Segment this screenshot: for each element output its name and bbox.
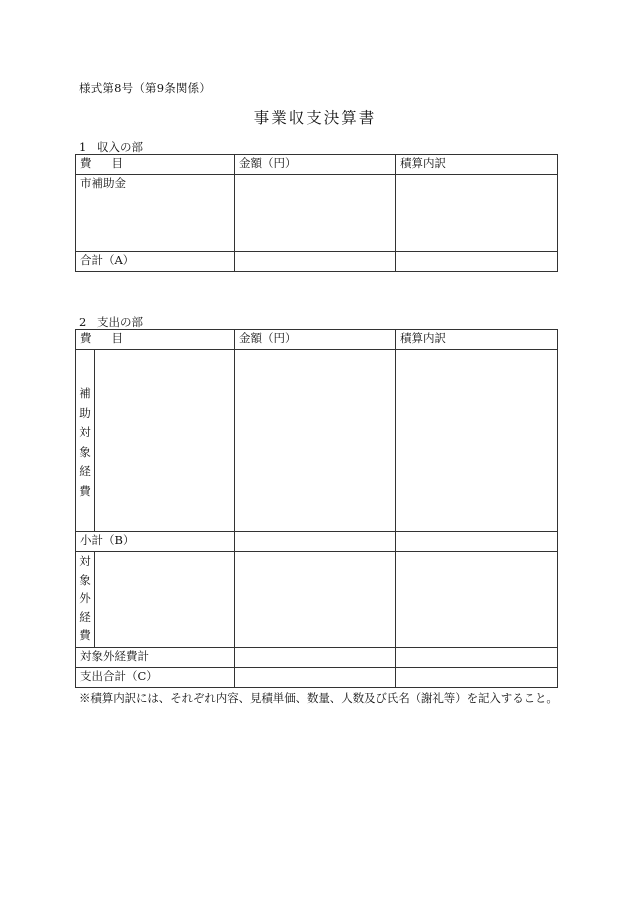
income-header-amount: 金額（円） bbox=[235, 155, 396, 175]
expense-section-number: 2 bbox=[79, 315, 87, 329]
non-target-char: 費 bbox=[79, 628, 91, 642]
breakdown-note: ※積算内訳には、それぞれ内容、見積単価、数量、人数及び氏名（謝礼等）を記入すること。 bbox=[79, 691, 558, 705]
non-target-item-cell[interactable] bbox=[95, 552, 235, 648]
expense-table bbox=[75, 329, 558, 688]
subsidy-target-char: 助 bbox=[79, 405, 91, 420]
subsidy-target-char: 経 bbox=[79, 464, 91, 478]
form-number: 様式第8号（第9条関係） bbox=[79, 81, 212, 95]
income-header-breakdown: 積算内訳 bbox=[396, 155, 558, 175]
income-row-item: 市補助金 bbox=[76, 175, 235, 252]
non-target-total-amount-cell[interactable] bbox=[235, 648, 396, 668]
subtotal-label: 小計（B） bbox=[76, 532, 235, 552]
subsidy-target-char: 補 bbox=[79, 386, 91, 400]
income-total-breakdown-cell[interactable] bbox=[396, 252, 558, 272]
non-target-char: 経 bbox=[79, 609, 91, 624]
non-target-char: 象 bbox=[79, 572, 91, 587]
subsidy-target-label bbox=[76, 350, 95, 532]
income-total-amount-cell[interactable] bbox=[235, 252, 396, 272]
expense-header-amount: 金額（円） bbox=[235, 330, 396, 350]
expense-header-item-b: 目 bbox=[111, 331, 123, 345]
income-section-heading bbox=[79, 139, 143, 155]
expense-total-amount-cell[interactable] bbox=[235, 668, 396, 688]
non-target-total-label: 対象外経費計 bbox=[76, 648, 235, 668]
non-target-char: 外 bbox=[79, 591, 91, 605]
subsidy-target-amount-cell[interactable] bbox=[235, 350, 396, 532]
expense-total-label: 支出合計（C） bbox=[76, 668, 235, 688]
subsidy-target-item-cell[interactable] bbox=[95, 350, 235, 532]
document-title: 事業収支決算書 bbox=[253, 109, 377, 127]
expense-total-breakdown-cell[interactable] bbox=[396, 668, 558, 688]
non-target-label bbox=[76, 552, 95, 648]
expense-section-heading bbox=[79, 314, 143, 330]
subsidy-target-char: 費 bbox=[79, 483, 91, 498]
income-table bbox=[75, 154, 558, 272]
expense-header-item bbox=[76, 330, 235, 350]
non-target-total-breakdown-cell[interactable] bbox=[396, 648, 558, 668]
expense-header-item-a: 費 bbox=[80, 331, 92, 345]
income-section-number: 1 bbox=[79, 140, 87, 154]
subsidy-target-char: 対 bbox=[79, 425, 91, 439]
income-header-item-a: 費 bbox=[80, 156, 92, 170]
non-target-char: 対 bbox=[79, 554, 91, 568]
income-total-label: 合計（A） bbox=[76, 252, 235, 272]
income-row-amount-cell[interactable] bbox=[235, 175, 396, 252]
income-header-item bbox=[76, 155, 235, 175]
non-target-breakdown-cell[interactable] bbox=[396, 552, 558, 648]
expense-header-breakdown: 積算内訳 bbox=[396, 330, 558, 350]
subtotal-breakdown-cell[interactable] bbox=[396, 532, 558, 552]
income-row-breakdown-cell[interactable] bbox=[396, 175, 558, 252]
subsidy-target-breakdown-cell[interactable] bbox=[396, 350, 558, 532]
non-target-amount-cell[interactable] bbox=[235, 552, 396, 648]
income-section-title: 収入の部 bbox=[97, 140, 143, 154]
expense-section-title: 支出の部 bbox=[97, 315, 143, 329]
subsidy-target-char: 象 bbox=[79, 444, 91, 459]
income-header-item-b: 目 bbox=[111, 156, 123, 170]
subtotal-amount-cell[interactable] bbox=[235, 532, 396, 552]
